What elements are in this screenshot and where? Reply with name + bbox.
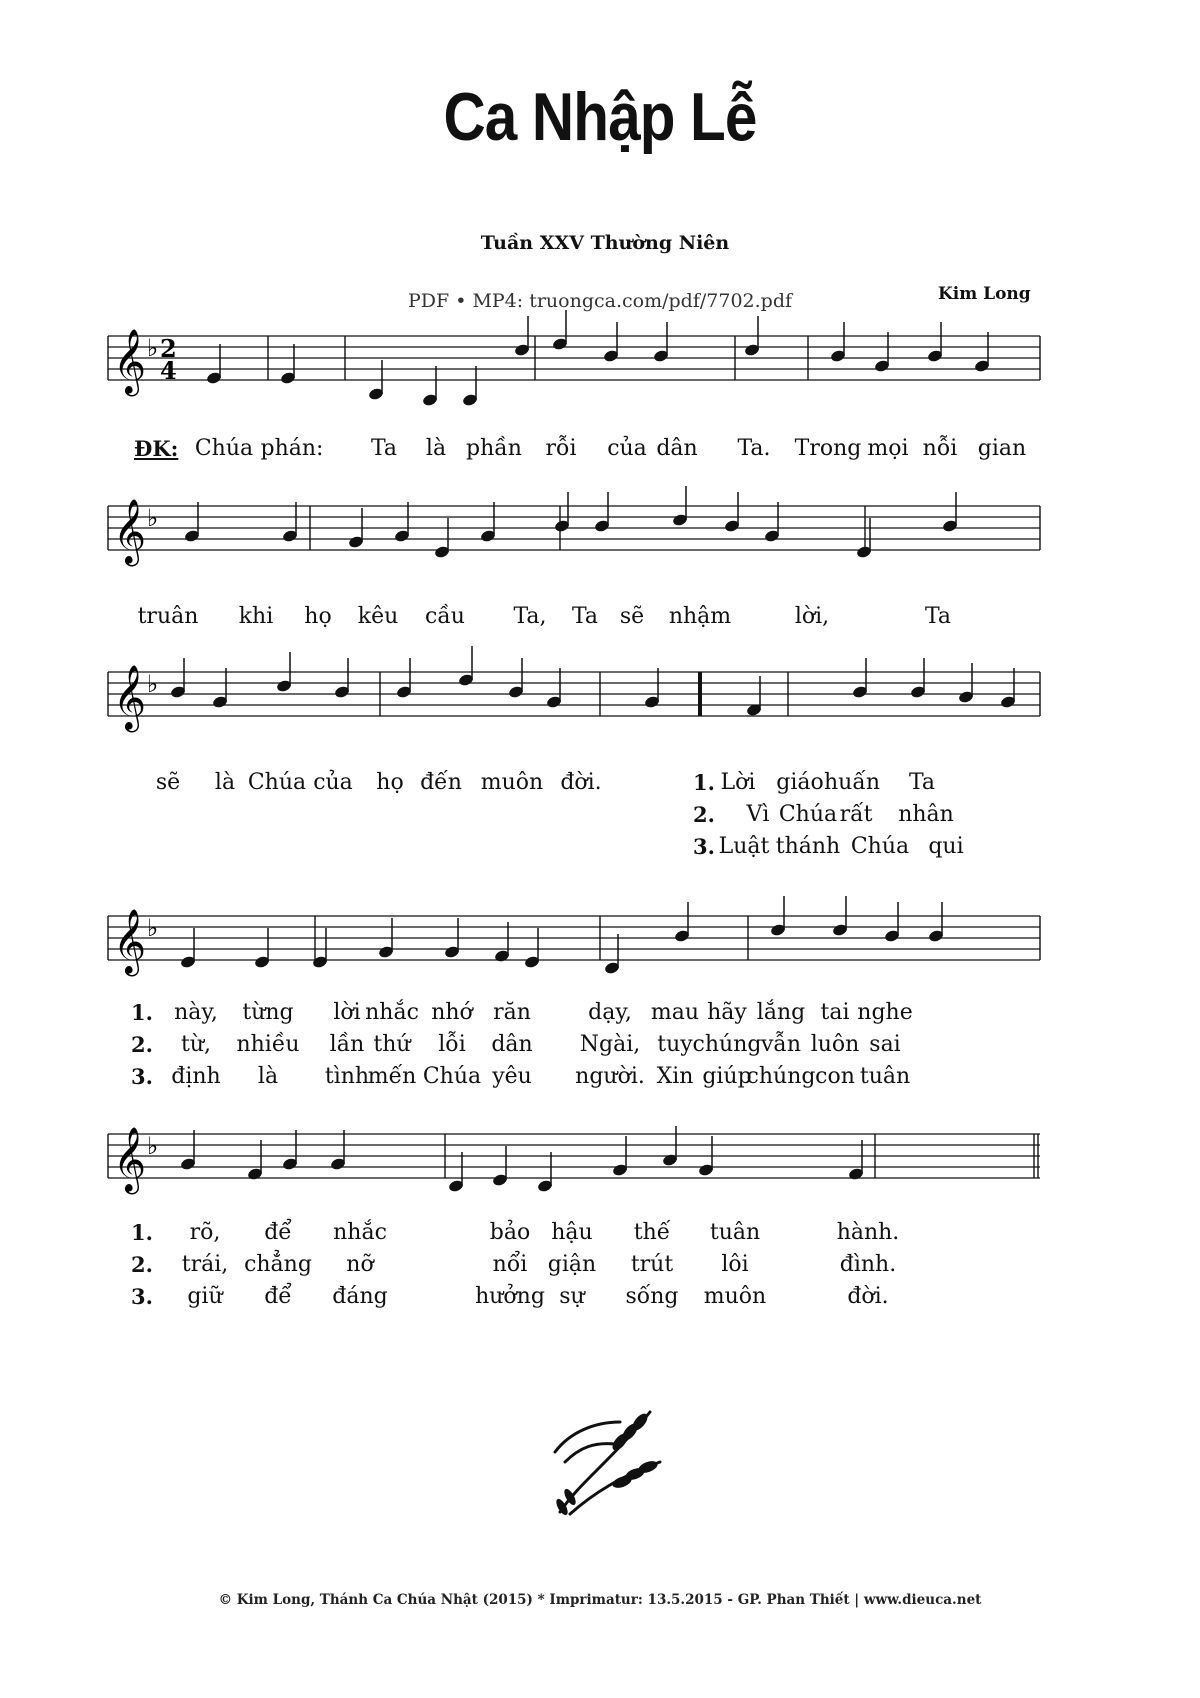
lyric-syllable: thánh bbox=[775, 834, 841, 859]
lyric-syllable: chúng bbox=[746, 1064, 816, 1089]
lyric-syllable: lắng bbox=[756, 1000, 806, 1025]
flat-sign-icon: ♭ bbox=[147, 670, 159, 698]
lyric-syllable: từng bbox=[242, 1000, 294, 1025]
lyric-syllable: nhớ bbox=[431, 1000, 473, 1025]
lyric-syllable: của bbox=[313, 770, 353, 795]
pdf-link-line[interactable]: PDF • MP4: truongca.com/pdf/7702.pdf bbox=[407, 290, 793, 312]
lyric-syllable: là bbox=[214, 770, 236, 795]
verse-number: 3. bbox=[131, 1284, 153, 1309]
lyric-syllable: truân bbox=[137, 604, 199, 629]
lyric-syllable: giữ bbox=[187, 1284, 223, 1309]
lyric-syllable: họ bbox=[304, 604, 332, 629]
lyric-syllable: phán: bbox=[260, 436, 324, 461]
lyric-syllable: khi bbox=[238, 604, 274, 629]
lyric-syllable: hậu bbox=[551, 1220, 593, 1245]
lyric-syllable: Chúa bbox=[850, 834, 910, 859]
flat-sign-icon: ♭ bbox=[147, 914, 159, 942]
lyric-syllable: phần bbox=[466, 436, 522, 461]
lyric-syllable: chẳng bbox=[244, 1252, 312, 1277]
lyric-syllable: Vì bbox=[746, 802, 770, 827]
lyric-syllable: sẽ bbox=[155, 770, 181, 795]
lyric-syllable: sẽ bbox=[619, 604, 645, 629]
treble-clef-icon: 𝄞 bbox=[113, 665, 147, 730]
verse-number: 1. bbox=[131, 1220, 153, 1245]
lyric-syllable: hành. bbox=[836, 1220, 900, 1245]
lyric-syllable: lôi bbox=[721, 1252, 749, 1277]
lyric-syllable: gian bbox=[977, 436, 1027, 461]
lyric-syllable: để bbox=[264, 1220, 292, 1245]
time-signature-bottom: 4 bbox=[160, 356, 177, 385]
treble-clef-icon: 𝄞 bbox=[113, 329, 147, 394]
lyric-syllable: đời. bbox=[560, 770, 602, 795]
wheat-ornament-icon bbox=[540, 1392, 670, 1522]
lyric-syllable: là bbox=[425, 436, 447, 461]
flat-sign-icon: ♭ bbox=[147, 334, 159, 362]
lyric-syllable: muôn bbox=[703, 1284, 767, 1309]
lyric-syllable: cầu bbox=[425, 604, 465, 629]
treble-clef-icon: 𝄞 bbox=[113, 1127, 147, 1192]
lyric-syllable: huấn bbox=[824, 770, 880, 795]
lyric-syllable: này, bbox=[174, 1000, 218, 1025]
lyric-syllable: tuy bbox=[657, 1032, 693, 1057]
lyric-syllable: nhắc bbox=[365, 1000, 419, 1025]
lyric-syllable: Ta bbox=[924, 604, 952, 629]
lyric-syllable: dân bbox=[656, 436, 698, 461]
song-title: Ca Nhập Lễ bbox=[443, 79, 757, 155]
lyric-syllable: giúp bbox=[702, 1064, 752, 1089]
lyric-syllable: yêu bbox=[492, 1064, 532, 1089]
lyric-syllable: mau bbox=[650, 1000, 700, 1025]
lyric-syllable: nhắc bbox=[333, 1220, 387, 1245]
lyric-syllable: giáo bbox=[776, 770, 824, 795]
lyric-syllable: sai bbox=[869, 1032, 901, 1057]
lyric-syllable: qui bbox=[928, 834, 964, 859]
lyric-syllable: hưởng bbox=[475, 1284, 545, 1309]
lyric-syllable: dạy, bbox=[588, 1000, 632, 1025]
lyric-syllable: lời, bbox=[794, 604, 830, 629]
lyric-syllable: lỗi bbox=[438, 1032, 466, 1057]
lyric-syllable: Ta. bbox=[737, 436, 771, 461]
verse-number: 3. bbox=[693, 834, 715, 859]
lyric-syllable: Luật bbox=[718, 834, 770, 859]
lyric-syllable: con bbox=[815, 1064, 855, 1089]
lyric-syllable: tuân bbox=[859, 1064, 911, 1089]
lyric-syllable: Chúa bbox=[247, 770, 307, 795]
lyric-syllable: lần bbox=[329, 1032, 365, 1057]
refrain-label: ĐK: bbox=[134, 436, 179, 461]
lyric-syllable: Ta bbox=[370, 436, 398, 461]
flat-sign-icon: ♭ bbox=[147, 1132, 159, 1160]
copyright-footer: © Kim Long, Thánh Ca Chúa Nhật (2015) * Imprimatur: 13.5.2015 - GP. Phan Thiết | www.dieuca.net bbox=[218, 1592, 982, 1608]
lyric-syllable: luôn bbox=[810, 1032, 860, 1057]
lyric-syllable: tình bbox=[324, 1064, 370, 1089]
lyric-syllable: Chúa bbox=[194, 436, 254, 461]
lyric-syllable: Chúa bbox=[422, 1064, 482, 1089]
lyric-syllable: nhiều bbox=[236, 1032, 300, 1057]
lyric-syllable: kêu bbox=[357, 604, 399, 629]
lyric-syllable: muôn bbox=[480, 770, 544, 795]
lyric-syllable: lời bbox=[333, 1000, 361, 1025]
lyric-syllable: mến bbox=[367, 1064, 417, 1089]
lyric-syllable: thứ bbox=[373, 1032, 411, 1057]
lyric-syllable: người. bbox=[575, 1064, 645, 1089]
lyric-syllable: hãy bbox=[707, 1000, 747, 1025]
lyric-syllable: Ta bbox=[571, 604, 599, 629]
lyric-syllable: mọi bbox=[867, 436, 909, 461]
lyric-syllable: từ, bbox=[180, 1032, 212, 1057]
lyric-syllable: sự bbox=[559, 1284, 585, 1309]
lyric-syllable: họ bbox=[376, 770, 404, 795]
lyric-syllable: nhậm bbox=[668, 604, 732, 629]
lyric-syllable: Xin bbox=[656, 1064, 694, 1089]
lyric-syllable: giận bbox=[547, 1252, 597, 1277]
lyric-syllable: bảo bbox=[489, 1220, 531, 1245]
lyric-syllable: trái, bbox=[181, 1252, 229, 1277]
lyric-syllable: đến bbox=[420, 770, 462, 795]
lyric-syllable: Chúa bbox=[778, 802, 838, 827]
lyric-syllable: Lời bbox=[720, 770, 756, 795]
time-signature-top: 2 bbox=[160, 334, 177, 363]
verse-number: 2. bbox=[131, 1252, 153, 1277]
lyric-syllable: định bbox=[171, 1064, 221, 1089]
lyric-syllable: chúng bbox=[692, 1032, 762, 1057]
composer-name: Kim Long bbox=[938, 284, 1031, 304]
verse-number: 3. bbox=[131, 1064, 153, 1089]
lyric-syllable: Ta, bbox=[513, 604, 547, 629]
lyric-syllable: dân bbox=[491, 1032, 533, 1057]
verse-number: 2. bbox=[693, 802, 715, 827]
lyric-syllable: thế bbox=[633, 1220, 671, 1245]
lyric-syllable: sống bbox=[625, 1284, 679, 1309]
lyric-syllable: nổi bbox=[492, 1252, 528, 1277]
lyric-syllable: tai bbox=[820, 1000, 850, 1025]
lyric-syllable: rất bbox=[839, 802, 873, 827]
verse-number: 1. bbox=[693, 770, 715, 795]
lyric-syllable: trút bbox=[630, 1252, 674, 1277]
lyric-syllable: Ngài, bbox=[579, 1032, 641, 1057]
lyric-syllable: rỗi bbox=[545, 436, 577, 461]
lyric-syllable: nỡ bbox=[346, 1252, 374, 1277]
lyric-syllable: đời. bbox=[847, 1284, 889, 1309]
lyric-syllable: vẫn bbox=[760, 1032, 802, 1057]
treble-clef-icon: 𝄞 bbox=[113, 499, 147, 564]
lyric-syllable: nỗi bbox=[922, 436, 958, 461]
lyric-syllable: đáng bbox=[332, 1284, 388, 1309]
lyric-syllable: Trong bbox=[794, 436, 862, 461]
lyric-syllable: nhân bbox=[898, 802, 954, 827]
lyric-syllable: nghe bbox=[857, 1000, 913, 1025]
verse-number: 1. bbox=[131, 1000, 153, 1025]
flat-sign-icon: ♭ bbox=[147, 504, 159, 532]
liturgical-occasion: Tuần XXV Thường Niên bbox=[480, 232, 730, 254]
lyric-syllable: của bbox=[607, 436, 647, 461]
lyric-syllable: là bbox=[257, 1064, 279, 1089]
lyric-syllable: để bbox=[264, 1284, 292, 1309]
lyric-syllable: đình. bbox=[839, 1252, 897, 1277]
lyric-syllable: răn bbox=[493, 1000, 531, 1025]
treble-clef-icon: 𝄞 bbox=[113, 909, 147, 974]
lyric-syllable: rõ, bbox=[189, 1220, 221, 1245]
lyric-syllable: Ta bbox=[908, 770, 936, 795]
verse-number: 2. bbox=[131, 1032, 153, 1057]
lyric-syllable: tuân bbox=[709, 1220, 761, 1245]
